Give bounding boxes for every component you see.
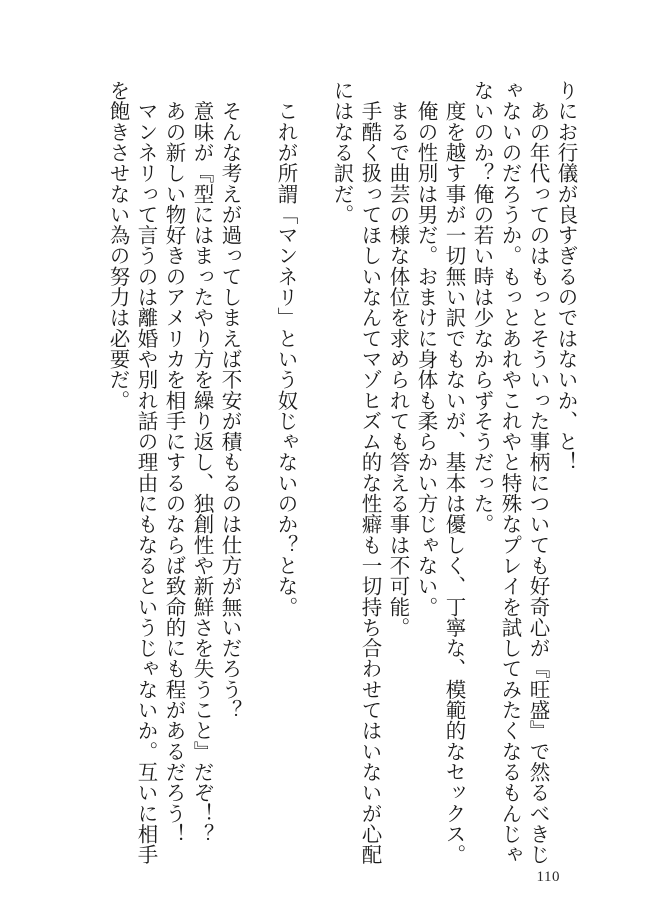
text-line: 手酷く扱ってほしいなんてマゾヒズム的な性癖も一切持ち合わせてはいないが心配 xyxy=(358,80,382,865)
blank-line xyxy=(244,80,272,840)
text-line: あの年代ってのはもっとそういった事柄についても好奇心が『旺盛』で然るべきじ xyxy=(526,80,550,865)
text-line: りにお行儀が良すぎるのではないか、と！ xyxy=(554,80,578,473)
text-line: そんな考えが過ってしまえば不安が積もるのは仕方が無いだろう？ xyxy=(218,80,242,721)
text-line: まるで曲芸の様な体位を求められても答える事は不可能。 xyxy=(386,80,410,638)
body-text xyxy=(104,80,580,865)
text-line: 度を越す事が一切無い訳でもないが、基本は優しく、丁寧な、模範的なセックス。 xyxy=(442,80,466,865)
text-line: にはなる訳だ。 xyxy=(330,80,354,225)
blank-line xyxy=(300,80,328,840)
text-line: 意味が『型にはまったやり方を繰り返し、独創性や新鮮さを失うこと』だぞ！？ xyxy=(190,80,214,845)
text-line: マンネリって言うのは離婚や別れ話の理由にもなるというじゃないか。互いに相手 xyxy=(134,80,158,865)
text-line: ないのか？俺の若い時は少なからずそうだった。 xyxy=(470,80,494,535)
text-line: ゃないのだろうか。もっとあれやこれやと特殊なプレイを試してみたくなるもんじゃ xyxy=(498,80,522,865)
text-line: あの新しい物好きのアメリカを相手にするのならば致命的にも程があるだろう！ xyxy=(162,80,186,845)
page-number: 110 xyxy=(536,869,560,885)
text-line: これが所謂「マンネリ」という奴じゃないのか？とな。 xyxy=(274,80,298,617)
text-line: 俺の性別は男だ。おまけに身体も柔らかい方じゃない。 xyxy=(414,80,438,617)
text-line: を飽きさせない為の努力は必要だ。 xyxy=(106,80,130,411)
